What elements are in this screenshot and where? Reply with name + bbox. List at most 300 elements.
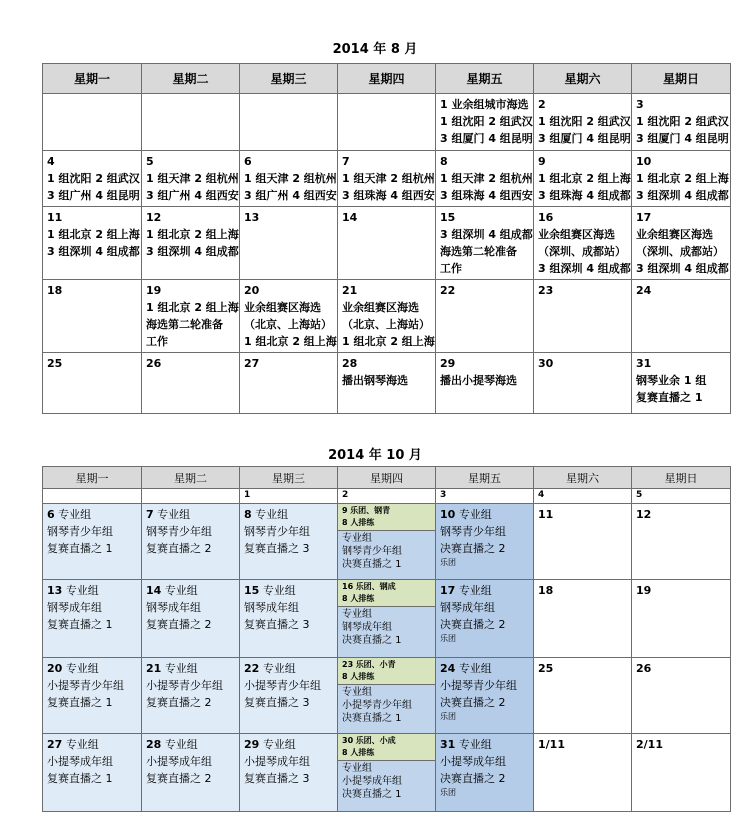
day-cell	[632, 280, 731, 353]
event-text: 决赛直播之 2	[440, 618, 506, 631]
event-text: 复赛直播之 1	[47, 618, 113, 631]
event-text: 钢琴青少年组	[47, 525, 113, 538]
event-text: 专业组	[65, 662, 99, 675]
orchestra-note: 乐团	[440, 712, 456, 721]
day-cell	[43, 580, 142, 658]
day-cell	[240, 207, 338, 280]
weekday-header: 星期四	[338, 64, 436, 94]
day-number: 16	[342, 582, 354, 591]
day-number: 14	[146, 584, 162, 597]
event-text: 1 组沈阳 2 组武汉	[538, 115, 631, 128]
day-cell	[142, 94, 240, 151]
october-week-row	[43, 580, 731, 658]
day-number: 18	[538, 584, 554, 597]
day-number: 17	[440, 584, 456, 597]
event-text: 3 组广州 4 组西安	[146, 189, 239, 202]
day-number: 29	[244, 738, 260, 751]
day-header-line	[146, 506, 235, 523]
day-header-line	[47, 582, 137, 599]
day-cell	[436, 94, 534, 151]
event-text: 1 组天津 2 组杭州	[244, 172, 337, 185]
event-text: 3 组深圳 4 组成都	[636, 262, 729, 275]
day-cell	[142, 734, 240, 812]
day-number: 1/11	[538, 738, 565, 751]
day-number: 9	[538, 155, 546, 168]
day-number: 8	[244, 508, 252, 521]
day-cell	[632, 580, 731, 658]
weekday-header: 星期五	[436, 64, 534, 94]
day-cell	[240, 504, 338, 580]
august-week-row	[43, 94, 731, 151]
day-number: 25	[47, 357, 63, 370]
day-number: 7	[342, 155, 350, 168]
weekday-header: 星期六	[534, 64, 632, 94]
event-text: 复赛直播之 2	[146, 696, 212, 709]
event-text: 1 组北京 2 组上海	[636, 172, 729, 185]
event-text: 播出小提琴海选	[440, 374, 517, 387]
event-text: （深圳、成都站）	[636, 245, 724, 258]
day-cell	[240, 658, 338, 734]
day-header-line	[47, 660, 137, 677]
day-number: 13	[244, 211, 260, 224]
day-header-line	[636, 506, 726, 523]
day-number: 28	[342, 357, 358, 370]
august-weekday-header	[43, 64, 731, 94]
event-text: 决赛直播之 1	[342, 713, 402, 724]
event-text: 3 组厦门 4 组昆明	[440, 132, 533, 145]
day-header-line	[538, 506, 627, 523]
event-text: 钢琴青少年组	[440, 525, 506, 538]
event-text: 复赛直播之 1	[47, 772, 113, 785]
event-text: 专业组	[65, 738, 99, 751]
event-body	[338, 685, 435, 726]
day-cell	[43, 151, 142, 207]
day-cell	[240, 280, 338, 353]
day-number: 5	[146, 155, 154, 168]
day-cell	[142, 580, 240, 658]
day-number: 12	[636, 508, 652, 521]
event-text: 决赛直播之 2	[440, 696, 506, 709]
day-cell	[436, 734, 534, 812]
event-text: 3 组广州 4 组昆明	[47, 189, 140, 202]
day-cell	[240, 734, 338, 812]
day-cell	[534, 504, 632, 580]
day-cell	[632, 658, 731, 734]
day-number: 11	[47, 211, 63, 224]
event-text: 复赛直播之 1	[47, 696, 113, 709]
day-number: 15	[244, 584, 260, 597]
event-text: 3 组珠海 4 组西安	[440, 189, 533, 202]
event-text: 钢琴业余 1 组	[636, 374, 707, 387]
event-text: 复赛直播之 1	[636, 391, 703, 404]
day-cell	[632, 151, 731, 207]
event-text: 复赛直播之 3	[244, 618, 310, 631]
weekday-header: 星期二	[142, 64, 240, 94]
august-calendar	[42, 63, 731, 414]
day-number: 20	[47, 662, 63, 675]
day-cell	[436, 280, 534, 353]
weekday-header: 星期三	[240, 467, 338, 489]
day-header-line	[440, 582, 529, 599]
event-text: 钢琴成年组	[146, 601, 201, 614]
event-text: 1 组北京 2 组上海	[244, 335, 337, 348]
day-header-line	[146, 736, 235, 753]
event-text: 专业组	[458, 584, 492, 597]
event-text: 钢琴青少年组	[146, 525, 212, 538]
event-text: 播出钢琴海选	[342, 374, 408, 387]
event-body	[338, 607, 435, 648]
day-cell	[240, 580, 338, 658]
event-body	[338, 761, 435, 802]
event-text: 业余组赛区海选	[342, 301, 419, 314]
event-text: 1 组北京 2 组上海	[538, 172, 631, 185]
day-number: 20	[244, 284, 260, 297]
day-cell	[43, 734, 142, 812]
weekday-header: 星期一	[43, 467, 142, 489]
day-number: 27	[244, 357, 260, 370]
day-number: 9	[342, 506, 348, 515]
day-cell	[43, 504, 142, 580]
event-text: 小提琴成年组	[146, 755, 212, 768]
event-text: 决赛直播之 1	[342, 789, 402, 800]
weekday-header: 星期五	[436, 467, 534, 489]
day-header-line	[538, 736, 627, 753]
event-text: 工作	[146, 335, 168, 348]
rehearsal-note	[338, 580, 435, 607]
day-number: 23	[538, 284, 554, 297]
event-text: 小提琴青少年组	[244, 679, 321, 692]
weekday-header: 星期日	[632, 467, 731, 489]
rehearsal-count: 8 人排练	[342, 594, 375, 603]
day-cell	[142, 280, 240, 353]
day-number: 3	[636, 98, 644, 111]
event-text: 小提琴青少年组	[440, 679, 517, 692]
day-cell	[142, 151, 240, 207]
day-cell	[43, 280, 142, 353]
day-cell	[534, 353, 632, 414]
day-number: 6	[244, 155, 252, 168]
day-header-line	[636, 582, 726, 599]
day-cell	[338, 207, 436, 280]
event-text: 1 组北京 2 组上海	[47, 228, 140, 241]
day-number: 14	[342, 211, 358, 224]
day-number: 15	[440, 211, 456, 224]
event-text: 小提琴成年组	[440, 755, 506, 768]
october-first-row	[43, 489, 731, 504]
event-text: 1 组沈阳 2 组武汉	[440, 115, 533, 128]
weekday-header: 星期一	[43, 64, 142, 94]
event-text: 1 组天津 2 组杭州	[146, 172, 239, 185]
event-text: 复赛直播之 3	[244, 772, 310, 785]
day-cell	[436, 353, 534, 414]
day-number: 23	[342, 660, 354, 669]
day-cell	[338, 353, 436, 414]
day-cell	[240, 151, 338, 207]
event-text: 决赛直播之 2	[440, 542, 506, 555]
event-text: 专业组	[458, 738, 492, 751]
day-cell	[632, 504, 731, 580]
event-text: 3 组珠海 4 组成都	[538, 189, 631, 202]
day-number: 27	[47, 738, 63, 751]
day-number: 18	[47, 284, 63, 297]
day-number	[142, 489, 240, 504]
orchestra-note: 乐团	[440, 788, 456, 797]
day-cell	[632, 207, 731, 280]
day-number: 16	[538, 211, 554, 224]
day-number: 28	[146, 738, 162, 751]
event-text: 专业组	[157, 508, 191, 521]
day-number: 22	[440, 284, 456, 297]
event-text: 小提琴成年组	[244, 755, 310, 768]
event-text: 专业组	[342, 763, 372, 774]
event-text: 业余组赛区海选	[636, 228, 713, 241]
orchestra-note: 乐团	[440, 558, 456, 567]
day-cell	[338, 504, 436, 580]
day-cell	[436, 504, 534, 580]
day-number: 6	[47, 508, 55, 521]
day-number	[43, 489, 142, 504]
event-text: 专业组	[164, 662, 198, 675]
day-cell	[534, 151, 632, 207]
day-number: 12	[146, 211, 162, 224]
event-text: 复赛直播之 1	[47, 542, 113, 555]
day-header-line	[538, 660, 627, 677]
august-week-row	[43, 207, 731, 280]
event-text: 小提琴青少年组	[146, 679, 223, 692]
rehearsal-count: 8 人排练	[342, 518, 375, 527]
day-cell	[142, 207, 240, 280]
day-cell	[43, 207, 142, 280]
event-text: （北京、上海站）	[342, 318, 430, 331]
event-text: 复赛直播之 3	[244, 696, 310, 709]
day-number: 30	[342, 736, 354, 745]
october-title: 2014 年 10 月	[328, 448, 422, 463]
event-text: 决赛直播之 1	[342, 559, 402, 570]
day-header-line	[440, 660, 529, 677]
day-number: 17	[636, 211, 652, 224]
day-number: 21	[342, 284, 358, 297]
august-title: 2014 年 8 月	[332, 42, 418, 57]
event-text: 钢琴成年组	[440, 601, 495, 614]
weekday-header: 星期日	[632, 64, 731, 94]
event-text: 1 组沈阳 2 组武汉	[636, 115, 729, 128]
day-number: 24	[440, 662, 456, 675]
event-text: 专业组	[262, 584, 296, 597]
day-number: 21	[146, 662, 162, 675]
day-cell	[338, 151, 436, 207]
day-number: 10	[440, 508, 456, 521]
event-text: 专业组	[164, 738, 198, 751]
event-text: 决赛直播之 2	[440, 772, 506, 785]
weekday-header: 星期六	[534, 467, 632, 489]
event-text: 1 业余组城市海选	[440, 98, 529, 111]
day-number: 2/11	[636, 738, 663, 751]
day-header-line	[440, 736, 529, 753]
event-text: 钢琴成年组	[47, 601, 102, 614]
day-cell	[338, 734, 436, 812]
day-number: 31	[636, 357, 652, 370]
day-number: 22	[244, 662, 260, 675]
day-number: 26	[636, 662, 652, 675]
day-number: 30	[538, 357, 554, 370]
day-header-line	[538, 582, 627, 599]
day-cell	[240, 353, 338, 414]
october-week-row	[43, 658, 731, 734]
weekday-header: 星期三	[240, 64, 338, 94]
day-cell	[338, 280, 436, 353]
october-week-row	[43, 734, 731, 812]
day-cell	[43, 353, 142, 414]
day-cell	[534, 580, 632, 658]
day-number: 2	[338, 489, 436, 504]
event-text: 3 组珠海 4 组西安	[342, 189, 435, 202]
event-text: 专业组	[342, 609, 372, 620]
day-cell	[534, 280, 632, 353]
event-text: （北京、上海站）	[244, 318, 332, 331]
day-cell	[632, 734, 731, 812]
event-text: 钢琴青少年组	[342, 546, 402, 557]
event-text: 小提琴成年组	[342, 776, 402, 787]
event-text: 海选第二轮准备	[146, 318, 223, 331]
day-number: 7	[146, 508, 154, 521]
day-header-line	[244, 736, 333, 753]
event-text: 专业组	[342, 687, 372, 698]
day-header-line	[244, 582, 333, 599]
day-header-line	[244, 660, 333, 677]
day-number: 31	[440, 738, 456, 751]
day-cell	[142, 658, 240, 734]
day-cell	[142, 504, 240, 580]
event-text: 1 组天津 2 组杭州	[342, 172, 435, 185]
day-cell	[436, 207, 534, 280]
day-cell	[43, 658, 142, 734]
event-text: 复赛直播之 3	[244, 542, 310, 555]
october-weekday-header	[43, 467, 731, 489]
event-text: 专业组	[58, 508, 92, 521]
event-text: 专业组	[342, 533, 372, 544]
event-text: 3 组深圳 4 组成都	[440, 228, 533, 241]
event-text: 小提琴青少年组	[342, 700, 412, 711]
day-header-line	[146, 582, 235, 599]
day-cell	[632, 353, 731, 414]
event-text: （深圳、成都站）	[538, 245, 626, 258]
day-number: 10	[636, 155, 652, 168]
day-header-line	[47, 736, 137, 753]
event-text: 决赛直播之 1	[342, 635, 402, 646]
rehearsal-count: 8 人排练	[342, 748, 375, 757]
october-week-row	[43, 504, 731, 580]
day-cell	[534, 658, 632, 734]
rehearsal-count: 8 人排练	[342, 672, 375, 681]
day-header-line	[440, 506, 529, 523]
orchestra-note: 乐团	[440, 634, 456, 643]
event-text: 3 组深圳 4 组成都	[636, 189, 729, 202]
event-text: 复赛直播之 2	[146, 618, 212, 631]
day-number: 2	[538, 98, 546, 111]
day-header-line	[636, 660, 726, 677]
day-number: 24	[636, 284, 652, 297]
day-number: 26	[146, 357, 162, 370]
day-header-line	[146, 660, 235, 677]
event-text: 小提琴成年组	[47, 755, 113, 768]
august-week-row	[43, 353, 731, 414]
day-cell	[43, 94, 142, 151]
weekday-header: 星期四	[338, 467, 436, 489]
day-number: 3	[436, 489, 534, 504]
event-text: 3 组深圳 4 组成都	[47, 245, 140, 258]
day-cell	[142, 353, 240, 414]
day-number: 25	[538, 662, 554, 675]
rehearsal-note	[338, 658, 435, 685]
event-text: 专业组	[458, 508, 492, 521]
day-cell	[436, 151, 534, 207]
day-cell	[338, 580, 436, 658]
event-text: 小提琴青少年组	[47, 679, 124, 692]
event-text: 3 组厦门 4 组昆明	[636, 132, 729, 145]
rehearsal-text: 乐团、钢青	[350, 506, 391, 515]
event-text: 专业组	[262, 662, 296, 675]
event-text: 1 组北京 2 组上海	[342, 335, 435, 348]
day-cell	[338, 94, 436, 151]
event-text: 专业组	[458, 662, 492, 675]
day-number: 5	[632, 489, 731, 504]
day-cell	[436, 658, 534, 734]
october-calendar	[42, 466, 731, 812]
day-cell	[534, 207, 632, 280]
rehearsal-note	[338, 504, 435, 531]
day-number: 11	[538, 508, 554, 521]
day-cell	[338, 658, 436, 734]
day-number: 4	[47, 155, 55, 168]
day-number: 19	[146, 284, 162, 297]
day-header-line	[47, 506, 137, 523]
day-cell	[632, 94, 731, 151]
day-number: 13	[47, 584, 63, 597]
august-week-row	[43, 280, 731, 353]
event-body	[338, 531, 435, 572]
event-text: 3 组广州 4 组西安	[244, 189, 337, 202]
event-text: 业余组赛区海选	[538, 228, 615, 241]
event-text: 钢琴青少年组	[244, 525, 310, 538]
event-text: 工作	[440, 262, 462, 275]
rehearsal-text: 乐团、钢成	[355, 582, 396, 591]
event-text: 钢琴成年组	[342, 622, 392, 633]
rehearsal-text: 乐团、小成	[355, 736, 396, 745]
rehearsal-note	[338, 734, 435, 761]
event-text: 业余组赛区海选	[244, 301, 321, 314]
event-text: 专业组	[255, 508, 289, 521]
day-header-line	[636, 736, 726, 753]
event-text: 1 组北京 2 组上海	[146, 228, 239, 241]
event-text: 专业组	[164, 584, 198, 597]
day-number: 8	[440, 155, 448, 168]
event-text: 专业组	[262, 738, 296, 751]
event-text: 钢琴成年组	[244, 601, 299, 614]
event-text: 3 组深圳 4 组成都	[538, 262, 631, 275]
event-text: 1 组天津 2 组杭州	[440, 172, 533, 185]
event-text: 1 组沈阳 2 组武汉	[47, 172, 140, 185]
weekday-header: 星期二	[142, 467, 240, 489]
event-text: 3 组深圳 4 组成都	[146, 245, 239, 258]
day-cell	[240, 94, 338, 151]
day-number: 19	[636, 584, 652, 597]
event-text: 3 组厦门 4 组昆明	[538, 132, 631, 145]
event-text: 复赛直播之 2	[146, 542, 212, 555]
event-text: 复赛直播之 2	[146, 772, 212, 785]
august-week-row	[43, 151, 731, 207]
day-header-line	[244, 506, 333, 523]
day-number: 1	[240, 489, 338, 504]
